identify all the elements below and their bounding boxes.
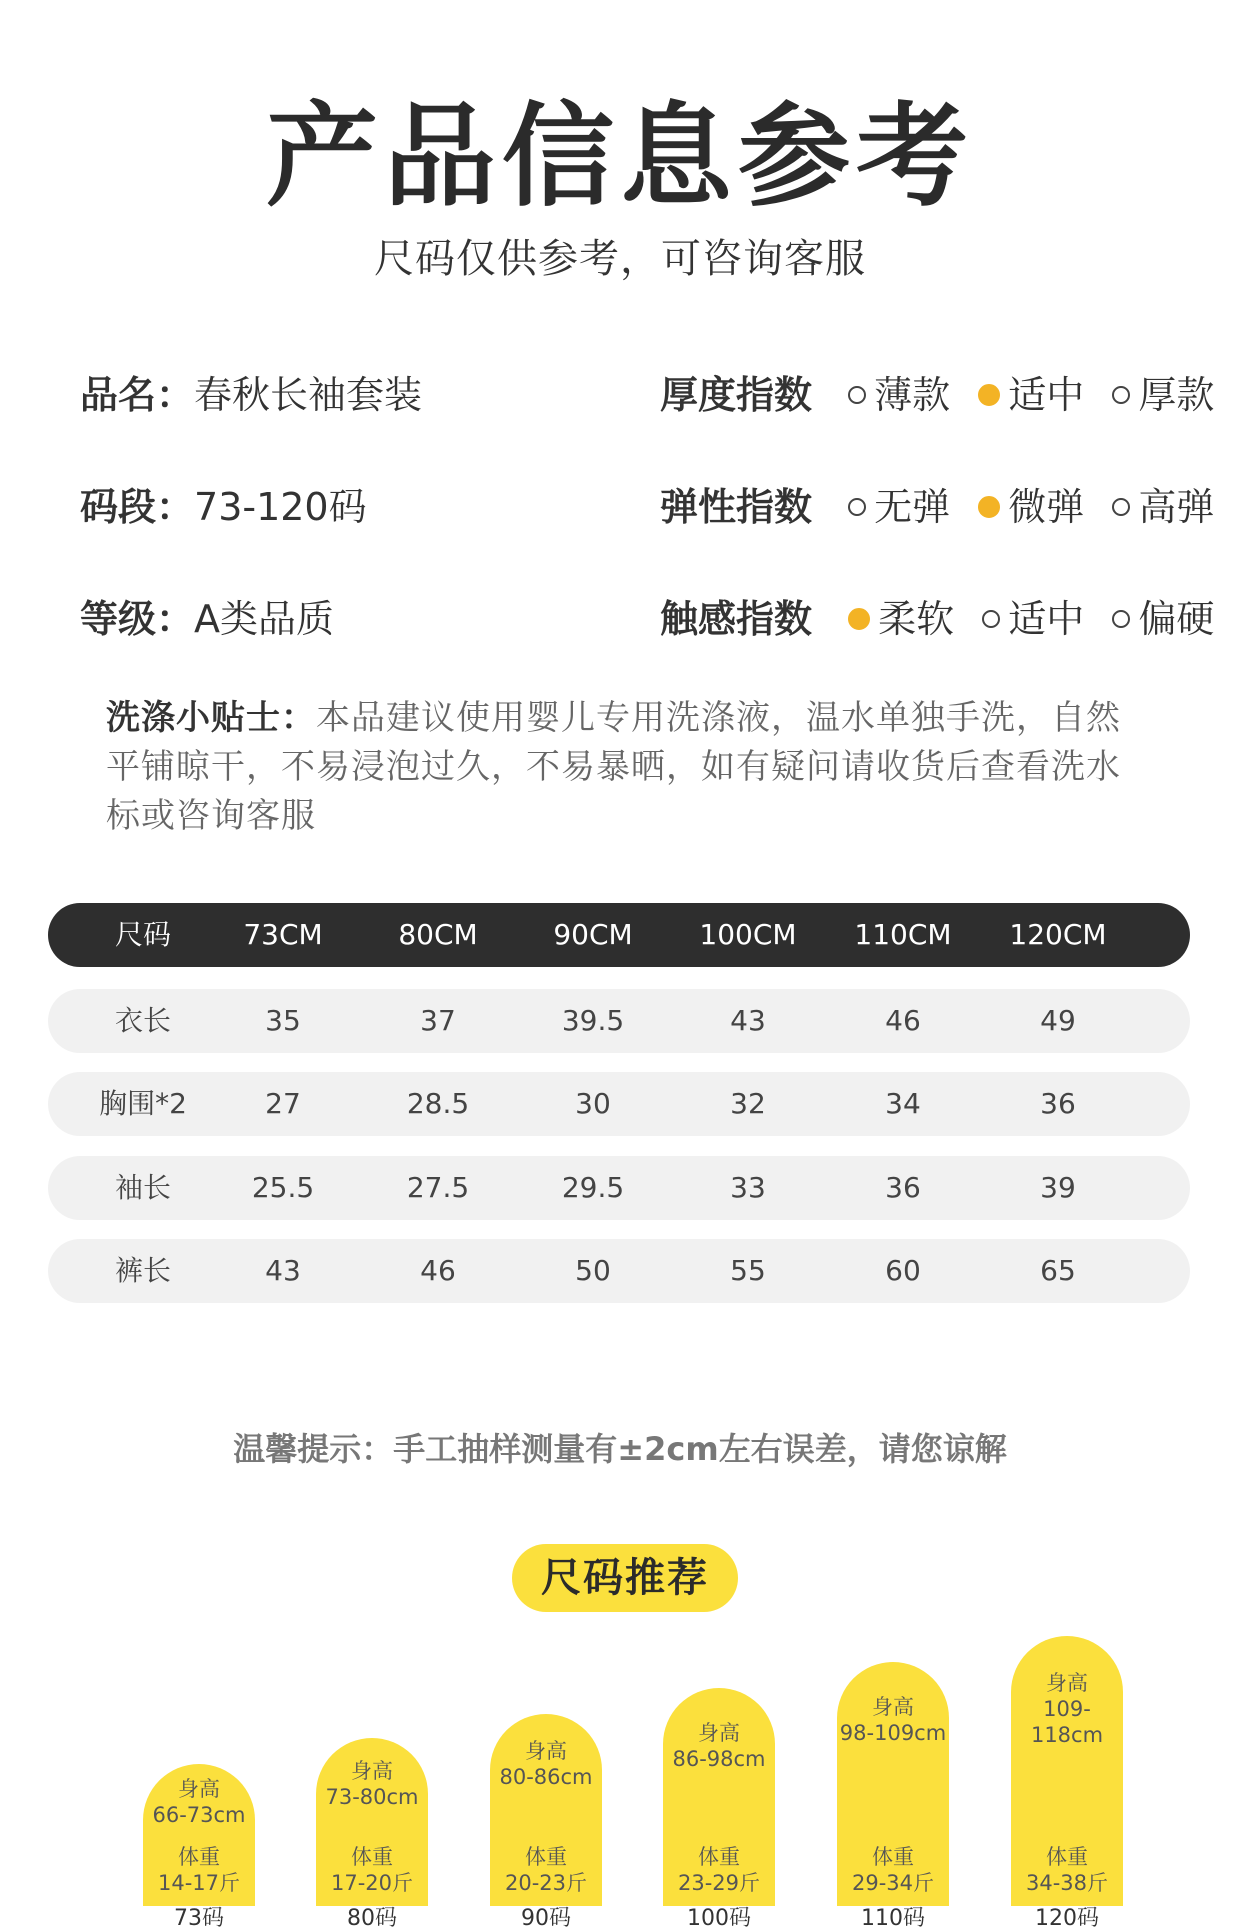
header-cell: 73CM	[243, 918, 323, 951]
table-cell: 28.5	[406, 1087, 470, 1120]
header-cell: 120CM	[1009, 918, 1107, 951]
table-cell: 29.5	[561, 1171, 625, 1204]
info-product-name-key: 品名：	[80, 373, 195, 417]
size-recommend-bar	[316, 1738, 428, 1906]
size-recommend-label: 80码	[347, 1906, 397, 1931]
size-recommend-label: 90码	[521, 1906, 571, 1931]
page-title: 产品信息参考	[266, 92, 974, 222]
row-label: 衣长	[114, 1004, 171, 1037]
height-info	[663, 1720, 775, 1772]
size-recommend-bar	[1011, 1636, 1123, 1906]
size-recommend-label: 120码	[1035, 1906, 1099, 1931]
height-info	[837, 1694, 949, 1746]
height-info	[316, 1758, 428, 1810]
wash-tips-line	[106, 694, 1136, 743]
height-info	[143, 1776, 255, 1828]
radio-dot-icon	[1112, 610, 1130, 628]
size-recommend-label: 73码	[174, 1906, 224, 1931]
weight-label: 体重	[525, 1845, 567, 1869]
size-recommend-label: 110码	[861, 1906, 925, 1931]
weight-label: 体重	[351, 1845, 393, 1869]
option-label: 微弹	[1008, 485, 1085, 529]
size-recommend-label: 100码	[687, 1906, 751, 1931]
info-grade-value: A类品质	[194, 597, 335, 641]
weight-value: 29-34斤	[851, 1871, 935, 1895]
weight-value: 23-29斤	[677, 1871, 761, 1895]
table-cell: 46	[420, 1254, 456, 1287]
size-recommend-bar	[490, 1714, 602, 1906]
index-elasticity-key: 弹性指数	[660, 485, 813, 529]
index-thickness-option	[978, 370, 1084, 420]
height-label: 身高	[872, 1695, 914, 1719]
header-cell: 80CM	[398, 918, 478, 951]
height-info	[490, 1738, 602, 1790]
header-cell: 110CM	[854, 918, 952, 951]
table-cell: 32	[730, 1087, 766, 1120]
table-cell: 37	[420, 1004, 456, 1037]
header-cell: 100CM	[699, 918, 797, 951]
index-touch	[660, 594, 1230, 644]
option-label: 高弹	[1138, 485, 1215, 529]
wash-tips-key: 洗涤小贴士：	[106, 698, 316, 738]
info-product-name-value: 春秋长袖套装	[194, 373, 423, 417]
weight-value: 14-17斤	[157, 1871, 241, 1895]
table-cell: 36	[1040, 1087, 1076, 1120]
table-cell: 43	[730, 1004, 766, 1037]
table-cell: 43	[265, 1254, 301, 1287]
height-label: 身高	[351, 1759, 393, 1783]
height-value: 80-86cm	[499, 1765, 593, 1789]
table-cell: 36	[885, 1171, 921, 1204]
table-cell: 33	[730, 1171, 766, 1204]
height-value: 98-109cm	[839, 1721, 947, 1745]
option-label: 无弹	[874, 485, 951, 529]
table-cell: 50	[575, 1254, 611, 1287]
radio-dot-icon	[1112, 386, 1130, 404]
weight-label: 体重	[698, 1845, 740, 1869]
table-cell: 27.5	[406, 1171, 470, 1204]
table-cell: 35	[265, 1004, 301, 1037]
row-label: 裤长	[114, 1254, 171, 1287]
height-label: 身高	[525, 1739, 567, 1763]
option-label: 适中	[1008, 373, 1085, 417]
weight-info	[316, 1844, 428, 1896]
table-cell: 46	[885, 1004, 921, 1037]
radio-dot-selected-icon	[978, 496, 1000, 518]
radio-dot-selected-icon	[848, 608, 870, 630]
header-cell: 尺码	[114, 918, 171, 951]
info-product-name	[80, 370, 422, 420]
index-touch-key: 触感指数	[660, 597, 813, 641]
info-grade	[80, 594, 334, 644]
wash-tips	[106, 694, 1136, 841]
table-cell: 39	[1040, 1171, 1076, 1204]
index-elasticity-option	[848, 482, 950, 532]
height-value: 66-73cm	[152, 1803, 246, 1827]
table-cell: 39.5	[561, 1004, 625, 1037]
weight-label: 体重	[872, 1845, 914, 1869]
row-label: 胸围*2	[99, 1087, 187, 1120]
index-elasticity-option	[978, 482, 1084, 532]
index-elasticity-option	[1112, 482, 1214, 532]
radio-dot-icon	[848, 498, 866, 516]
weight-info	[490, 1844, 602, 1896]
size-recommend-bar	[663, 1688, 775, 1906]
size-table-header	[48, 903, 1190, 967]
height-label: 身高	[178, 1777, 220, 1801]
table-cell: 30	[575, 1087, 611, 1120]
index-elasticity	[660, 482, 1230, 532]
table-row	[48, 1072, 1190, 1136]
info-size-range-key: 码段：	[80, 485, 195, 529]
info-grade-key: 等级：	[80, 597, 195, 641]
info-size-range-value: 73-120码	[194, 485, 367, 529]
weight-info	[663, 1844, 775, 1896]
weight-info	[143, 1844, 255, 1896]
table-cell: 25.5	[251, 1171, 315, 1204]
radio-dot-selected-icon	[978, 384, 1000, 406]
table-cell: 55	[730, 1254, 766, 1287]
header-cell: 90CM	[553, 918, 633, 951]
height-info	[1011, 1670, 1123, 1748]
weight-value: 17-20斤	[330, 1871, 414, 1895]
table-cell: 34	[885, 1087, 921, 1120]
page-subtitle: 尺码仅供参考，可咨询客服	[374, 236, 866, 282]
table-row	[48, 1156, 1190, 1220]
index-thickness-key: 厚度指数	[660, 373, 813, 417]
weight-value: 34-38斤	[1025, 1871, 1109, 1895]
height-value: 73-80cm	[325, 1785, 419, 1809]
table-cell: 49	[1040, 1004, 1076, 1037]
radio-dot-icon	[982, 610, 1000, 628]
measurement-warning: 温馨提示：手工抽样测量有±2cm左右误差，请您谅解	[233, 1430, 1007, 1468]
height-value: 109-118cm	[1030, 1697, 1104, 1747]
option-label: 偏硬	[1138, 597, 1215, 641]
option-label: 薄款	[874, 373, 951, 417]
table-row	[48, 1239, 1190, 1303]
info-size-range	[80, 482, 367, 532]
radio-dot-icon	[1112, 498, 1130, 516]
height-label: 身高	[698, 1721, 740, 1745]
height-value: 86-98cm	[672, 1747, 766, 1771]
index-touch-option	[982, 594, 1084, 644]
table-cell: 65	[1040, 1254, 1076, 1287]
radio-dot-icon	[848, 386, 866, 404]
weight-label: 体重	[1046, 1845, 1088, 1869]
wash-tips-line: 平铺晾干，不易浸泡过久，不易暴晒，如有疑问请收货后查看洗水	[106, 747, 1121, 787]
table-row	[48, 989, 1190, 1053]
option-label: 柔软	[878, 597, 955, 641]
table-cell: 27	[265, 1087, 301, 1120]
option-label: 厚款	[1138, 373, 1215, 417]
wash-tips-line: 标或咨询客服	[106, 796, 316, 836]
weight-value: 20-23斤	[504, 1871, 588, 1895]
index-thickness	[660, 370, 1230, 420]
weight-info	[837, 1844, 949, 1896]
size-recommend-bar	[837, 1662, 949, 1906]
size-recommend-bar	[143, 1764, 255, 1906]
index-touch-option	[848, 594, 954, 644]
size-recommend-title: 尺码推荐	[512, 1544, 738, 1612]
row-label: 袖长	[114, 1171, 171, 1204]
index-thickness-option	[1112, 370, 1214, 420]
table-cell: 60	[885, 1254, 921, 1287]
index-touch-option	[1112, 594, 1214, 644]
height-label: 身高	[1046, 1671, 1088, 1695]
index-thickness-option	[848, 370, 950, 420]
weight-label: 体重	[178, 1845, 220, 1869]
wash-tips-text: 本品建议使用婴儿专用洗涤液，温水单独手洗，自然	[316, 698, 1121, 738]
weight-info	[1011, 1844, 1123, 1896]
option-label: 适中	[1008, 597, 1085, 641]
